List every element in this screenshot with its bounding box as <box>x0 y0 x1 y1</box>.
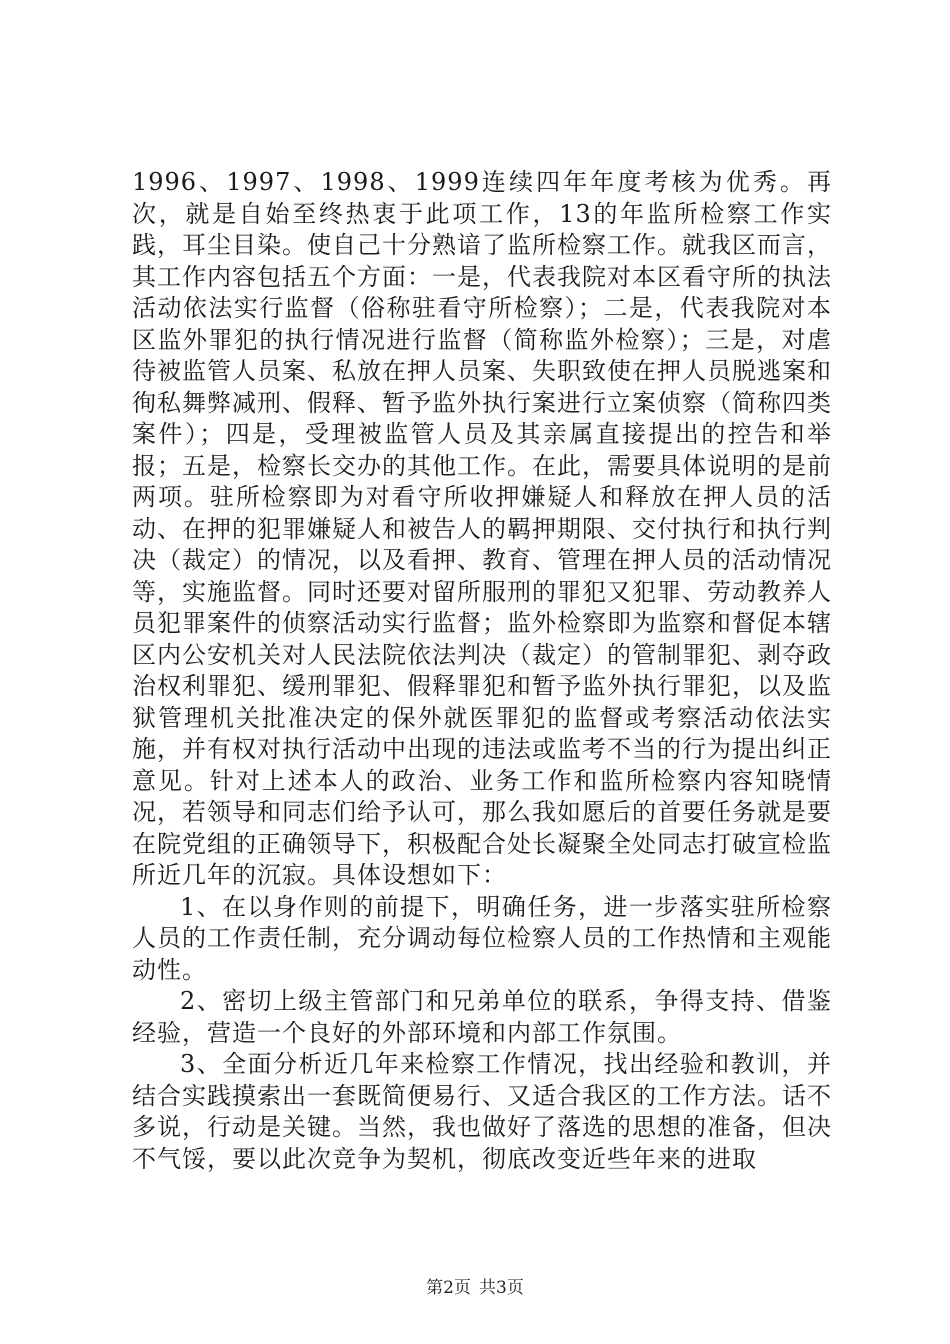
paragraph-plan-item-2: 2、密切上级主管部门和兄弟单位的联系，争得支持、借鉴经验，营造一个良好的外部环境和内部工作氛围。 <box>132 987 832 1047</box>
paragraph-plan-item-1: 1、在以身作则的前提下，明确任务，进一步落实驻所检察人员的工作责任制，充分调动每位检察人员的工作热情和主观能动性。 <box>132 892 832 984</box>
paragraph-plan-item-3: 3、全面分析近几年来检察工作情况，找出经验和教训，并结合实践摸索出一套既简便易行、又适合我区的工作方法。话不多说，行动是关键。当然，我也做好了落选的思想的准备，但决不气馁，要以此次竞争为契机，彻底改变近些年来的进取 <box>132 1050 832 1173</box>
page-number: 第2页 <box>426 1278 471 1298</box>
page-total: 共3页 <box>479 1278 524 1298</box>
document-body <box>132 167 832 1175</box>
paragraph-work-description: 1996、1997、1998、1999连续四年年度考核为优秀。再次，就是自始至终热衷于此项工作，13的年监所检察工作实践，耳尘目染。使自己十分熟谙了监所检察工作。就我区而言，其工作内容包括五个方面：一是，代表我院对本区看守所的执法活动依法实行监督（俗称驻看守所检察）；二是，代表我院对本区监外罪犯的执行情况进行监督（简称监外检察）；三是，对虐待被监管人员案、私放在押人员案、失职致使在押人员脱逃案和徇私舞弊减刑、假释、暂予监外执行案进行立案侦察（简称四类案件）；四是，受理被监管人员及其亲属直接提出的控告和举报；五是，检察长交办的其他工作。在此，需要具体说明的是前两项。驻所检察即为对看守所收押嫌疑人和释放在押人员的活动、在押的犯罪嫌疑人和被告人的羁押期限、交付执行和执行判决（裁定）的情况，以及看押、教育、管理在押人员的活动情况等，实施监督。同时还要对留所服刑的罪犯又犯罪、劳动教养人员犯罪案件的侦察活动实行监督；监外检察即为监察和督促本辖区内公安机关对人民法院依法判决（裁定）的管制罪犯、剥夺政治权利罪犯、缓刑罪犯、假释罪犯和暂予监外执行罪犯，以及监狱管理机关批准决定的保外就医罪犯的监督或考察活动依法实施，并有权对执行活动中出现的违法或监考不当的行为提出纠正意见。针对上述本人的政治、业务工作和监所检察内容知晓情况，若领导和同志们给予认可，那么我如愿后的首要任务就是要在院党组的正确领导下，积极配合处长凝聚全处同志打破宣检监所近几年的沉寂。具体设想如下： <box>132 168 832 889</box>
page-footer <box>0 1273 950 1298</box>
